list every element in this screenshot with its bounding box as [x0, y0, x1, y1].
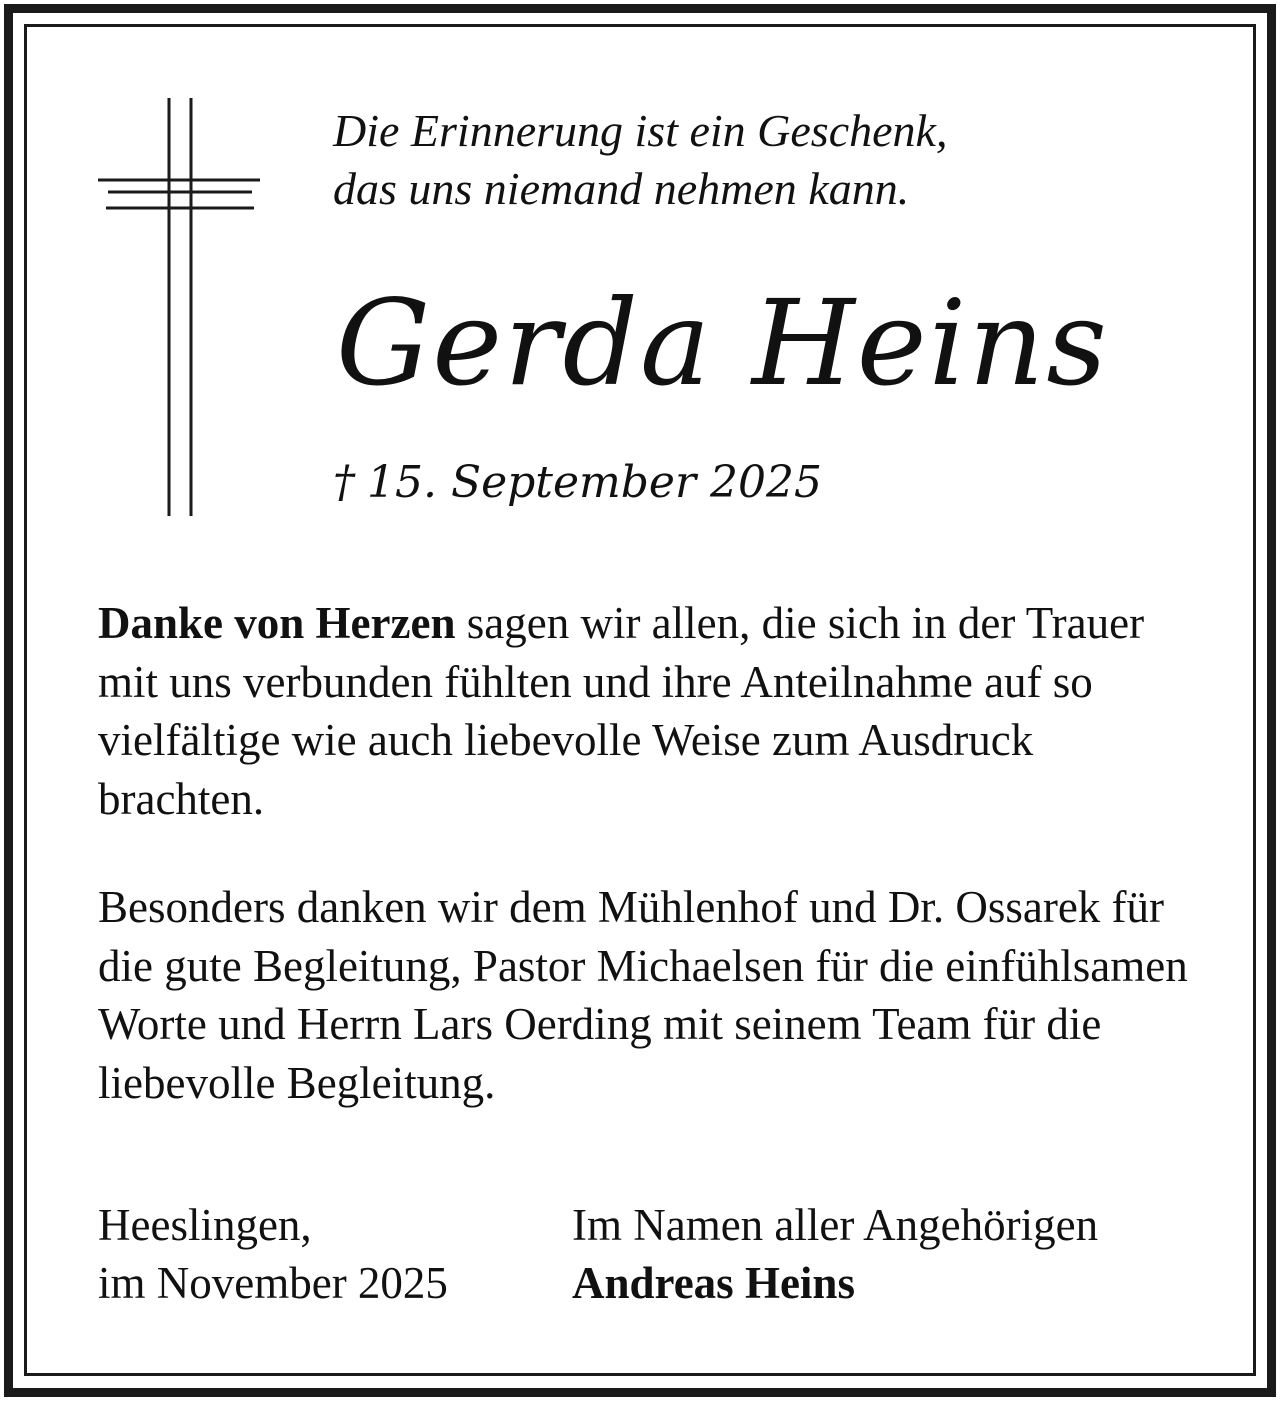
death-date: 15. September 2025: [367, 457, 822, 508]
signer-name: Andreas Heins: [572, 1258, 855, 1308]
place-and-date: [98, 1196, 448, 1312]
signature-block: [572, 1196, 1098, 1312]
quote-line-1: Die Erinnerung ist ein Geschenk,: [333, 105, 948, 156]
quote-line-2: das uns niemand nehmen kann.: [333, 163, 910, 214]
cross-icon: [96, 96, 262, 522]
dagger-symbol: †: [333, 457, 355, 508]
thanks-paragraph: [98, 594, 1208, 828]
thanks-lead: Danke von Herzen: [98, 598, 456, 648]
thanks-text: sagen wir allen, die sich in der Trauer mit uns verbunden fühlten und ihre Anteilnahme auf so vielfältige wie auch liebevolle Weise zum Ausdruck brachten.: [98, 598, 1145, 824]
signature-intro: Im Namen aller Angehörigen: [572, 1200, 1099, 1250]
special-thanks-paragraph: Besonders danken wir dem Mühlenhof und Dr. Ossarek für die gute Begleitung, Pastor Michaelsen für die einfühlsamen Worte und Herrn Lars Oerding mit seinem Team für die liebevolle Begleitung.: [98, 882, 1188, 1108]
place-date: im November 2025: [98, 1258, 448, 1308]
place: Heeslingen,: [98, 1200, 312, 1250]
memorial-quote: [333, 102, 1213, 218]
deceased-name: Gerda Heins: [336, 274, 1109, 412]
death-date-line: [333, 448, 822, 518]
